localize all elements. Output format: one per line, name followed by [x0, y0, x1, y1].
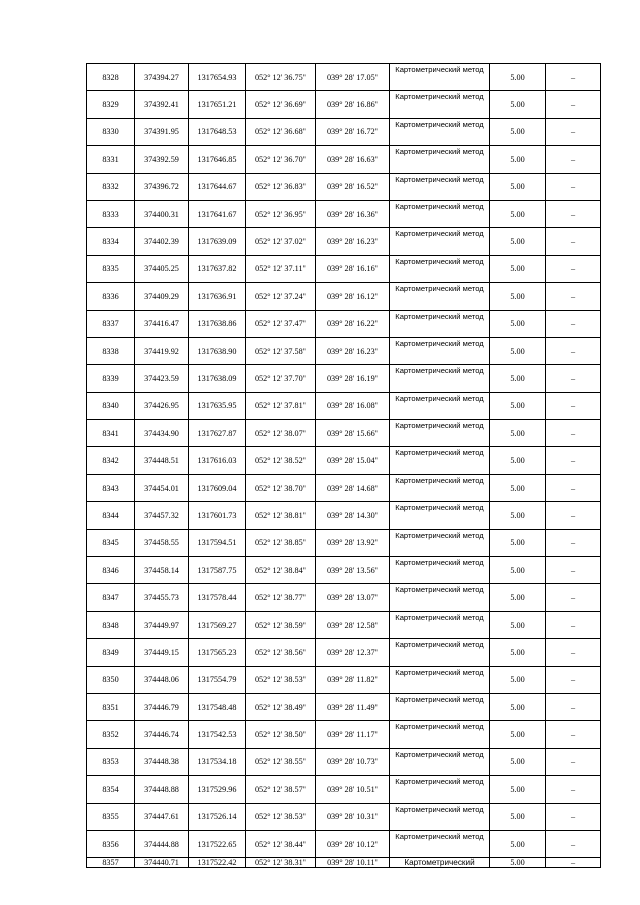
latitude-cell: 052° 12' 36.83": [246, 173, 316, 200]
x-coordinate-cell: 374455.73: [135, 584, 189, 611]
method-cell: Картометрический метод: [390, 283, 490, 310]
x-coordinate-cell: 374448.88: [135, 776, 189, 803]
method-cell: Картометрический метод: [390, 118, 490, 145]
x-coordinate-cell: 374440.71: [135, 858, 189, 868]
accuracy-cell: 5.00: [490, 283, 546, 310]
method-cell: Картометрический метод: [390, 611, 490, 638]
x-coordinate-cell: 374434.90: [135, 420, 189, 447]
note-cell: –: [546, 529, 601, 556]
latitude-cell: 052° 12' 38.56": [246, 639, 316, 666]
method-cell: Картометрический метод: [390, 776, 490, 803]
point-number-cell: 8353: [87, 748, 135, 775]
longitude-cell: 039° 28' 16.23": [316, 228, 390, 255]
point-number-cell: 8351: [87, 693, 135, 720]
latitude-cell: 052° 12' 38.59": [246, 611, 316, 638]
x-coordinate-cell: 374405.25: [135, 255, 189, 282]
point-number-cell: 8340: [87, 392, 135, 419]
longitude-cell: 039° 28' 11.82": [316, 666, 390, 693]
longitude-cell: 039° 28' 10.51": [316, 776, 390, 803]
method-cell: Картометрический метод: [390, 830, 490, 857]
note-cell: –: [546, 639, 601, 666]
point-number-cell: 8352: [87, 721, 135, 748]
point-number-cell: 8357: [87, 858, 135, 868]
latitude-cell: 052° 12' 36.75": [246, 64, 316, 91]
x-coordinate-cell: 374446.79: [135, 693, 189, 720]
method-cell: Картометрический метод: [390, 228, 490, 255]
method-cell: Картометрический метод: [390, 803, 490, 830]
method-cell: Картометрический метод: [390, 748, 490, 775]
table-row: [87, 858, 601, 868]
table-row: [87, 502, 601, 529]
note-cell: –: [546, 118, 601, 145]
x-coordinate-cell: 374449.15: [135, 639, 189, 666]
point-number-cell: 8356: [87, 830, 135, 857]
y-coordinate-cell: 1317554.79: [189, 666, 246, 693]
note-cell: –: [546, 420, 601, 447]
point-number-cell: 8345: [87, 529, 135, 556]
accuracy-cell: 5.00: [490, 173, 546, 200]
y-coordinate-cell: 1317648.53: [189, 118, 246, 145]
table-row: [87, 420, 601, 447]
point-number-cell: 8328: [87, 64, 135, 91]
table-row: [87, 611, 601, 638]
point-number-cell: 8339: [87, 365, 135, 392]
method-cell: Картометрический метод: [390, 146, 490, 173]
accuracy-cell: 5.00: [490, 830, 546, 857]
table-row: [87, 64, 601, 91]
table-row: [87, 365, 601, 392]
y-coordinate-cell: 1317644.67: [189, 173, 246, 200]
y-coordinate-cell: 1317542.53: [189, 721, 246, 748]
x-coordinate-cell: 374409.29: [135, 283, 189, 310]
y-coordinate-cell: 1317635.95: [189, 392, 246, 419]
latitude-cell: 052° 12' 38.52": [246, 447, 316, 474]
y-coordinate-cell: 1317565.23: [189, 639, 246, 666]
accuracy-cell: 5.00: [490, 502, 546, 529]
method-cell: Картометрический: [390, 858, 490, 868]
x-coordinate-cell: 374402.39: [135, 228, 189, 255]
accuracy-cell: 5.00: [490, 420, 546, 447]
note-cell: –: [546, 830, 601, 857]
latitude-cell: 052° 12' 38.85": [246, 529, 316, 556]
accuracy-cell: 5.00: [490, 91, 546, 118]
longitude-cell: 039° 28' 16.12": [316, 283, 390, 310]
longitude-cell: 039° 28' 10.11": [316, 858, 390, 868]
longitude-cell: 039° 28' 16.22": [316, 310, 390, 337]
latitude-cell: 052° 12' 37.81": [246, 392, 316, 419]
point-number-cell: 8336: [87, 283, 135, 310]
latitude-cell: 052° 12' 38.07": [246, 420, 316, 447]
table-row: [87, 91, 601, 118]
y-coordinate-cell: 1317638.86: [189, 310, 246, 337]
table-row: [87, 118, 601, 145]
accuracy-cell: 5.00: [490, 858, 546, 868]
y-coordinate-cell: 1317601.73: [189, 502, 246, 529]
y-coordinate-cell: 1317529.96: [189, 776, 246, 803]
y-coordinate-cell: 1317578.44: [189, 584, 246, 611]
latitude-cell: 052° 12' 38.50": [246, 721, 316, 748]
latitude-cell: 052° 12' 37.47": [246, 310, 316, 337]
method-cell: Картометрический метод: [390, 666, 490, 693]
table-row: [87, 584, 601, 611]
table-row: [87, 803, 601, 830]
latitude-cell: 052° 12' 37.24": [246, 283, 316, 310]
latitude-cell: 052° 12' 38.49": [246, 693, 316, 720]
y-coordinate-cell: 1317522.42: [189, 858, 246, 868]
longitude-cell: 039° 28' 16.23": [316, 337, 390, 364]
method-cell: Картометрический метод: [390, 502, 490, 529]
point-number-cell: 8334: [87, 228, 135, 255]
method-cell: Картометрический метод: [390, 474, 490, 501]
note-cell: –: [546, 858, 601, 868]
note-cell: –: [546, 283, 601, 310]
note-cell: –: [546, 557, 601, 584]
method-cell: Картометрический метод: [390, 64, 490, 91]
table-row: [87, 146, 601, 173]
latitude-cell: 052° 12' 38.55": [246, 748, 316, 775]
note-cell: –: [546, 146, 601, 173]
y-coordinate-cell: 1317637.82: [189, 255, 246, 282]
y-coordinate-cell: 1317638.09: [189, 365, 246, 392]
latitude-cell: 052° 12' 36.70": [246, 146, 316, 173]
x-coordinate-cell: 374447.61: [135, 803, 189, 830]
longitude-cell: 039° 28' 16.63": [316, 146, 390, 173]
table-body: [87, 64, 601, 868]
accuracy-cell: 5.00: [490, 748, 546, 775]
latitude-cell: 052° 12' 38.81": [246, 502, 316, 529]
x-coordinate-cell: 374392.41: [135, 91, 189, 118]
table-row: [87, 200, 601, 227]
method-cell: Картометрический метод: [390, 420, 490, 447]
accuracy-cell: 5.00: [490, 474, 546, 501]
accuracy-cell: 5.00: [490, 529, 546, 556]
y-coordinate-cell: 1317522.65: [189, 830, 246, 857]
table-row: [87, 173, 601, 200]
longitude-cell: 039° 28' 13.56": [316, 557, 390, 584]
note-cell: –: [546, 392, 601, 419]
x-coordinate-cell: 374419.92: [135, 337, 189, 364]
longitude-cell: 039° 28' 16.16": [316, 255, 390, 282]
latitude-cell: 052° 12' 36.95": [246, 200, 316, 227]
method-cell: Картометрический метод: [390, 529, 490, 556]
x-coordinate-cell: 374426.95: [135, 392, 189, 419]
x-coordinate-cell: 374457.32: [135, 502, 189, 529]
x-coordinate-cell: 374392.59: [135, 146, 189, 173]
latitude-cell: 052° 12' 36.69": [246, 91, 316, 118]
longitude-cell: 039° 28' 13.07": [316, 584, 390, 611]
point-number-cell: 8337: [87, 310, 135, 337]
y-coordinate-cell: 1317548.48: [189, 693, 246, 720]
note-cell: –: [546, 255, 601, 282]
table-row: [87, 392, 601, 419]
table-row: [87, 529, 601, 556]
latitude-cell: 052° 12' 38.53": [246, 803, 316, 830]
y-coordinate-cell: 1317636.91: [189, 283, 246, 310]
accuracy-cell: 5.00: [490, 584, 546, 611]
point-number-cell: 8355: [87, 803, 135, 830]
point-number-cell: 8349: [87, 639, 135, 666]
x-coordinate-cell: 374458.14: [135, 557, 189, 584]
longitude-cell: 039° 28' 16.86": [316, 91, 390, 118]
y-coordinate-cell: 1317569.27: [189, 611, 246, 638]
table-row: [87, 748, 601, 775]
note-cell: –: [546, 310, 601, 337]
x-coordinate-cell: 374444.88: [135, 830, 189, 857]
accuracy-cell: 5.00: [490, 557, 546, 584]
latitude-cell: 052° 12' 38.44": [246, 830, 316, 857]
longitude-cell: 039° 28' 16.52": [316, 173, 390, 200]
table-row: [87, 447, 601, 474]
accuracy-cell: 5.00: [490, 776, 546, 803]
note-cell: –: [546, 64, 601, 91]
latitude-cell: 052° 12' 38.84": [246, 557, 316, 584]
table-row: [87, 639, 601, 666]
latitude-cell: 052° 12' 37.02": [246, 228, 316, 255]
note-cell: –: [546, 365, 601, 392]
y-coordinate-cell: 1317534.18: [189, 748, 246, 775]
x-coordinate-cell: 374400.31: [135, 200, 189, 227]
longitude-cell: 039° 28' 10.73": [316, 748, 390, 775]
latitude-cell: 052° 12' 36.68": [246, 118, 316, 145]
accuracy-cell: 5.00: [490, 118, 546, 145]
y-coordinate-cell: 1317638.90: [189, 337, 246, 364]
y-coordinate-cell: 1317627.87: [189, 420, 246, 447]
y-coordinate-cell: 1317616.03: [189, 447, 246, 474]
method-cell: Картометрический метод: [390, 91, 490, 118]
accuracy-cell: 5.00: [490, 803, 546, 830]
point-number-cell: 8350: [87, 666, 135, 693]
method-cell: Картометрический метод: [390, 693, 490, 720]
longitude-cell: 039° 28' 13.92": [316, 529, 390, 556]
method-cell: Картометрический метод: [390, 310, 490, 337]
point-number-cell: 8330: [87, 118, 135, 145]
method-cell: Картометрический метод: [390, 337, 490, 364]
method-cell: Картометрический метод: [390, 557, 490, 584]
note-cell: –: [546, 447, 601, 474]
note-cell: –: [546, 228, 601, 255]
table-row: [87, 776, 601, 803]
latitude-cell: 052° 12' 37.11": [246, 255, 316, 282]
point-number-cell: 8347: [87, 584, 135, 611]
longitude-cell: 039° 28' 16.36": [316, 200, 390, 227]
accuracy-cell: 5.00: [490, 200, 546, 227]
table-row: [87, 693, 601, 720]
note-cell: –: [546, 803, 601, 830]
table-row: [87, 666, 601, 693]
point-number-cell: 8331: [87, 146, 135, 173]
y-coordinate-cell: 1317651.21: [189, 91, 246, 118]
method-cell: Картометрический метод: [390, 200, 490, 227]
point-number-cell: 8332: [87, 173, 135, 200]
method-cell: Картометрический метод: [390, 721, 490, 748]
accuracy-cell: 5.00: [490, 310, 546, 337]
longitude-cell: 039° 28' 10.12": [316, 830, 390, 857]
x-coordinate-cell: 374396.72: [135, 173, 189, 200]
note-cell: –: [546, 474, 601, 501]
accuracy-cell: 5.00: [490, 337, 546, 364]
longitude-cell: 039° 28' 16.72": [316, 118, 390, 145]
point-number-cell: 8346: [87, 557, 135, 584]
latitude-cell: 052° 12' 38.31": [246, 858, 316, 868]
method-cell: Картометрический метод: [390, 392, 490, 419]
accuracy-cell: 5.00: [490, 666, 546, 693]
point-number-cell: 8338: [87, 337, 135, 364]
x-coordinate-cell: 374423.59: [135, 365, 189, 392]
x-coordinate-cell: 374449.97: [135, 611, 189, 638]
longitude-cell: 039° 28' 15.04": [316, 447, 390, 474]
longitude-cell: 039° 28' 14.30": [316, 502, 390, 529]
method-cell: Картометрический метод: [390, 255, 490, 282]
longitude-cell: 039° 28' 11.49": [316, 693, 390, 720]
note-cell: –: [546, 748, 601, 775]
point-number-cell: 8354: [87, 776, 135, 803]
table-row: [87, 337, 601, 364]
x-coordinate-cell: 374391.95: [135, 118, 189, 145]
longitude-cell: 039° 28' 16.08": [316, 392, 390, 419]
y-coordinate-cell: 1317609.04: [189, 474, 246, 501]
longitude-cell: 039° 28' 10.31": [316, 803, 390, 830]
x-coordinate-cell: 374448.38: [135, 748, 189, 775]
point-number-cell: 8329: [87, 91, 135, 118]
accuracy-cell: 5.00: [490, 611, 546, 638]
note-cell: –: [546, 200, 601, 227]
note-cell: –: [546, 584, 601, 611]
y-coordinate-cell: 1317646.85: [189, 146, 246, 173]
point-number-cell: 8341: [87, 420, 135, 447]
method-cell: Картометрический метод: [390, 365, 490, 392]
table-row: [87, 474, 601, 501]
longitude-cell: 039° 28' 16.19": [316, 365, 390, 392]
latitude-cell: 052° 12' 37.70": [246, 365, 316, 392]
point-number-cell: 8335: [87, 255, 135, 282]
note-cell: –: [546, 776, 601, 803]
point-number-cell: 8343: [87, 474, 135, 501]
latitude-cell: 052° 12' 38.57": [246, 776, 316, 803]
x-coordinate-cell: 374416.47: [135, 310, 189, 337]
accuracy-cell: 5.00: [490, 447, 546, 474]
table-row: [87, 228, 601, 255]
point-number-cell: 8344: [87, 502, 135, 529]
accuracy-cell: 5.00: [490, 228, 546, 255]
x-coordinate-cell: 374448.51: [135, 447, 189, 474]
note-cell: –: [546, 693, 601, 720]
method-cell: Картометрический метод: [390, 584, 490, 611]
accuracy-cell: 5.00: [490, 64, 546, 91]
longitude-cell: 039° 28' 14.68": [316, 474, 390, 501]
point-number-cell: 8348: [87, 611, 135, 638]
longitude-cell: 039° 28' 12.37": [316, 639, 390, 666]
coordinates-table: [86, 63, 601, 868]
point-number-cell: 8333: [87, 200, 135, 227]
y-coordinate-cell: 1317594.51: [189, 529, 246, 556]
y-coordinate-cell: 1317587.75: [189, 557, 246, 584]
x-coordinate-cell: 374448.06: [135, 666, 189, 693]
latitude-cell: 052° 12' 38.53": [246, 666, 316, 693]
note-cell: –: [546, 173, 601, 200]
longitude-cell: 039° 28' 17.05": [316, 64, 390, 91]
accuracy-cell: 5.00: [490, 721, 546, 748]
longitude-cell: 039° 28' 11.17": [316, 721, 390, 748]
table-row: [87, 283, 601, 310]
accuracy-cell: 5.00: [490, 146, 546, 173]
x-coordinate-cell: 374454.01: [135, 474, 189, 501]
longitude-cell: 039° 28' 15.66": [316, 420, 390, 447]
point-number-cell: 8342: [87, 447, 135, 474]
note-cell: –: [546, 721, 601, 748]
latitude-cell: 052° 12' 37.58": [246, 337, 316, 364]
y-coordinate-cell: 1317641.67: [189, 200, 246, 227]
method-cell: Картометрический метод: [390, 447, 490, 474]
x-coordinate-cell: 374446.74: [135, 721, 189, 748]
table-row: [87, 310, 601, 337]
latitude-cell: 052° 12' 38.70": [246, 474, 316, 501]
note-cell: –: [546, 611, 601, 638]
note-cell: –: [546, 337, 601, 364]
table-row: [87, 830, 601, 857]
note-cell: –: [546, 502, 601, 529]
latitude-cell: 052° 12' 38.77": [246, 584, 316, 611]
table-row: [87, 557, 601, 584]
accuracy-cell: 5.00: [490, 639, 546, 666]
x-coordinate-cell: 374394.27: [135, 64, 189, 91]
x-coordinate-cell: 374458.55: [135, 529, 189, 556]
table-row: [87, 721, 601, 748]
method-cell: Картометрический метод: [390, 173, 490, 200]
table-row: [87, 255, 601, 282]
accuracy-cell: 5.00: [490, 693, 546, 720]
note-cell: –: [546, 666, 601, 693]
accuracy-cell: 5.00: [490, 255, 546, 282]
accuracy-cell: 5.00: [490, 392, 546, 419]
y-coordinate-cell: 1317654.93: [189, 64, 246, 91]
y-coordinate-cell: 1317526.14: [189, 803, 246, 830]
longitude-cell: 039° 28' 12.58": [316, 611, 390, 638]
y-coordinate-cell: 1317639.09: [189, 228, 246, 255]
accuracy-cell: 5.00: [490, 365, 546, 392]
method-cell: Картометрический метод: [390, 639, 490, 666]
note-cell: –: [546, 91, 601, 118]
